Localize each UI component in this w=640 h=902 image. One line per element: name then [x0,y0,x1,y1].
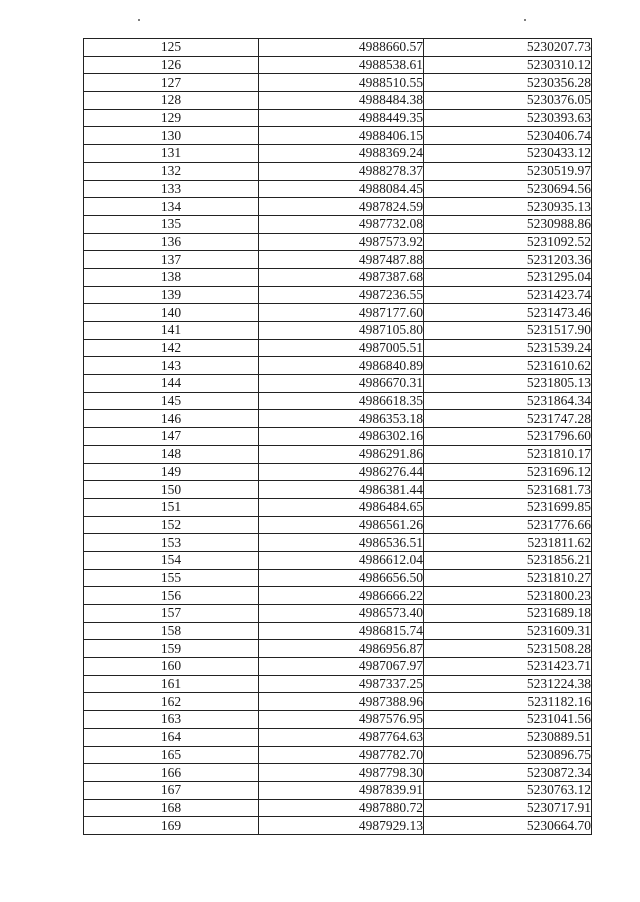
x-coordinate-cell: 4987764.63 [259,728,424,746]
point-number-cell: 166 [84,764,259,782]
point-number-cell: 138 [84,268,259,286]
table-row [84,534,592,552]
y-coordinate-cell: 5231805.13 [424,375,592,393]
table-row [84,268,592,286]
y-coordinate-cell: 5230717.91 [424,799,592,817]
point-number-cell: 148 [84,445,259,463]
table-row [84,622,592,640]
table-row [84,375,592,393]
x-coordinate-cell: 4987576.95 [259,711,424,729]
y-coordinate-cell: 5231473.46 [424,304,592,322]
table-row [84,516,592,534]
y-coordinate-cell: 5231856.21 [424,551,592,569]
y-coordinate-cell: 5230763.12 [424,781,592,799]
x-coordinate-cell: 4987732.08 [259,215,424,233]
table-row [84,39,592,57]
table-row [84,640,592,658]
point-number-cell: 163 [84,711,259,729]
y-coordinate-cell: 5230872.34 [424,764,592,782]
y-coordinate-cell: 5231224.38 [424,675,592,693]
x-coordinate-cell: 4986656.50 [259,569,424,587]
x-coordinate-cell: 4987929.13 [259,817,424,835]
table-row [84,74,592,92]
x-coordinate-cell: 4986291.86 [259,445,424,463]
point-number-cell: 151 [84,498,259,516]
y-coordinate-cell: 5231810.17 [424,445,592,463]
table-row [84,799,592,817]
point-number-cell: 159 [84,640,259,658]
table-row [84,605,592,623]
table-row [84,410,592,428]
table-row [84,746,592,764]
table-row [84,198,592,216]
y-coordinate-cell: 5231203.36 [424,251,592,269]
x-coordinate-cell: 4987067.97 [259,658,424,676]
y-coordinate-cell: 5231800.23 [424,587,592,605]
table-row [84,675,592,693]
x-coordinate-cell: 4987487.88 [259,251,424,269]
point-number-cell: 169 [84,817,259,835]
point-number-cell: 160 [84,658,259,676]
table-row [84,498,592,516]
table-row [84,551,592,569]
table-row [84,56,592,74]
y-coordinate-cell: 5230896.75 [424,746,592,764]
x-coordinate-cell: 4988510.55 [259,74,424,92]
point-number-cell: 136 [84,233,259,251]
coordinates-table [83,38,592,835]
x-coordinate-cell: 4986353.18 [259,410,424,428]
y-coordinate-cell: 5231295.04 [424,268,592,286]
x-coordinate-cell: 4987824.59 [259,198,424,216]
y-coordinate-cell: 5230664.70 [424,817,592,835]
y-coordinate-cell: 5231041.56 [424,711,592,729]
coordinates-table-body [84,39,592,835]
y-coordinate-cell: 5231796.60 [424,428,592,446]
scan-speck [524,19,526,21]
scan-speck [138,19,140,21]
point-number-cell: 131 [84,145,259,163]
x-coordinate-cell: 4986276.44 [259,463,424,481]
x-coordinate-cell: 4986484.65 [259,498,424,516]
point-number-cell: 126 [84,56,259,74]
y-coordinate-cell: 5231681.73 [424,481,592,499]
x-coordinate-cell: 4987880.72 [259,799,424,817]
y-coordinate-cell: 5231423.71 [424,658,592,676]
point-number-cell: 135 [84,215,259,233]
point-number-cell: 167 [84,781,259,799]
table-row [84,162,592,180]
y-coordinate-cell: 5231609.31 [424,622,592,640]
point-number-cell: 146 [84,410,259,428]
point-number-cell: 156 [84,587,259,605]
x-coordinate-cell: 4987236.55 [259,286,424,304]
point-number-cell: 161 [84,675,259,693]
point-number-cell: 157 [84,605,259,623]
y-coordinate-cell: 5230310.12 [424,56,592,74]
x-coordinate-cell: 4988660.57 [259,39,424,57]
point-number-cell: 130 [84,127,259,145]
table-row [84,728,592,746]
x-coordinate-cell: 4988538.61 [259,56,424,74]
point-number-cell: 141 [84,322,259,340]
x-coordinate-cell: 4988084.45 [259,180,424,198]
table-row [84,304,592,322]
point-number-cell: 147 [84,428,259,446]
table-row [84,428,592,446]
x-coordinate-cell: 4986670.31 [259,375,424,393]
point-number-cell: 129 [84,109,259,127]
y-coordinate-cell: 5231508.28 [424,640,592,658]
table-row [84,357,592,375]
y-coordinate-cell: 5231810.27 [424,569,592,587]
x-coordinate-cell: 4987005.51 [259,339,424,357]
x-coordinate-cell: 4987798.30 [259,764,424,782]
y-coordinate-cell: 5230376.05 [424,92,592,110]
y-coordinate-cell: 5230519.97 [424,162,592,180]
y-coordinate-cell: 5231539.24 [424,339,592,357]
y-coordinate-cell: 5231864.34 [424,392,592,410]
y-coordinate-cell: 5231776.66 [424,516,592,534]
point-number-cell: 143 [84,357,259,375]
y-coordinate-cell: 5230393.63 [424,109,592,127]
point-number-cell: 154 [84,551,259,569]
point-number-cell: 152 [84,516,259,534]
table-row [84,817,592,835]
x-coordinate-cell: 4988369.24 [259,145,424,163]
point-number-cell: 153 [84,534,259,552]
x-coordinate-cell: 4987839.91 [259,781,424,799]
y-coordinate-cell: 5231811.62 [424,534,592,552]
point-number-cell: 158 [84,622,259,640]
x-coordinate-cell: 4986815.74 [259,622,424,640]
table-row [84,127,592,145]
point-number-cell: 139 [84,286,259,304]
table-row [84,145,592,163]
point-number-cell: 133 [84,180,259,198]
y-coordinate-cell: 5231182.16 [424,693,592,711]
x-coordinate-cell: 4986618.35 [259,392,424,410]
table-row [84,233,592,251]
x-coordinate-cell: 4986612.04 [259,551,424,569]
x-coordinate-cell: 4987387.68 [259,268,424,286]
y-coordinate-cell: 5230356.28 [424,74,592,92]
x-coordinate-cell: 4986302.16 [259,428,424,446]
table-row [84,711,592,729]
table-row [84,109,592,127]
y-coordinate-cell: 5231747.28 [424,410,592,428]
y-coordinate-cell: 5231610.62 [424,357,592,375]
table-row [84,463,592,481]
table-row [84,392,592,410]
x-coordinate-cell: 4988278.37 [259,162,424,180]
point-number-cell: 125 [84,39,259,57]
point-number-cell: 140 [84,304,259,322]
x-coordinate-cell: 4987782.70 [259,746,424,764]
x-coordinate-cell: 4987105.80 [259,322,424,340]
point-number-cell: 168 [84,799,259,817]
x-coordinate-cell: 4986561.26 [259,516,424,534]
y-coordinate-cell: 5231517.90 [424,322,592,340]
y-coordinate-cell: 5230694.56 [424,180,592,198]
point-number-cell: 145 [84,392,259,410]
table-row [84,781,592,799]
table-row [84,764,592,782]
y-coordinate-cell: 5231689.18 [424,605,592,623]
x-coordinate-cell: 4987337.25 [259,675,424,693]
y-coordinate-cell: 5230935.13 [424,198,592,216]
point-number-cell: 132 [84,162,259,180]
point-number-cell: 137 [84,251,259,269]
x-coordinate-cell: 4987388.96 [259,693,424,711]
point-number-cell: 149 [84,463,259,481]
table-row [84,180,592,198]
y-coordinate-cell: 5230889.51 [424,728,592,746]
x-coordinate-cell: 4986381.44 [259,481,424,499]
table-row [84,251,592,269]
point-number-cell: 127 [84,74,259,92]
point-number-cell: 134 [84,198,259,216]
y-coordinate-cell: 5231699.85 [424,498,592,516]
table-row [84,339,592,357]
y-coordinate-cell: 5231696.12 [424,463,592,481]
table-row [84,322,592,340]
y-coordinate-cell: 5230988.86 [424,215,592,233]
table-row [84,587,592,605]
point-number-cell: 142 [84,339,259,357]
point-number-cell: 144 [84,375,259,393]
y-coordinate-cell: 5231092.52 [424,233,592,251]
y-coordinate-cell: 5230207.73 [424,39,592,57]
x-coordinate-cell: 4988449.35 [259,109,424,127]
x-coordinate-cell: 4986956.87 [259,640,424,658]
point-number-cell: 150 [84,481,259,499]
point-number-cell: 164 [84,728,259,746]
y-coordinate-cell: 5231423.74 [424,286,592,304]
x-coordinate-cell: 4987177.60 [259,304,424,322]
table-row [84,569,592,587]
table-row [84,693,592,711]
x-coordinate-cell: 4986536.51 [259,534,424,552]
x-coordinate-cell: 4986840.89 [259,357,424,375]
y-coordinate-cell: 5230433.12 [424,145,592,163]
x-coordinate-cell: 4986666.22 [259,587,424,605]
table-row [84,445,592,463]
table-row [84,286,592,304]
point-number-cell: 162 [84,693,259,711]
x-coordinate-cell: 4986573.40 [259,605,424,623]
table-row [84,481,592,499]
table-row [84,658,592,676]
point-number-cell: 165 [84,746,259,764]
point-number-cell: 155 [84,569,259,587]
x-coordinate-cell: 4988484.38 [259,92,424,110]
x-coordinate-cell: 4988406.15 [259,127,424,145]
table-row [84,92,592,110]
x-coordinate-cell: 4987573.92 [259,233,424,251]
y-coordinate-cell: 5230406.74 [424,127,592,145]
point-number-cell: 128 [84,92,259,110]
table-row [84,215,592,233]
